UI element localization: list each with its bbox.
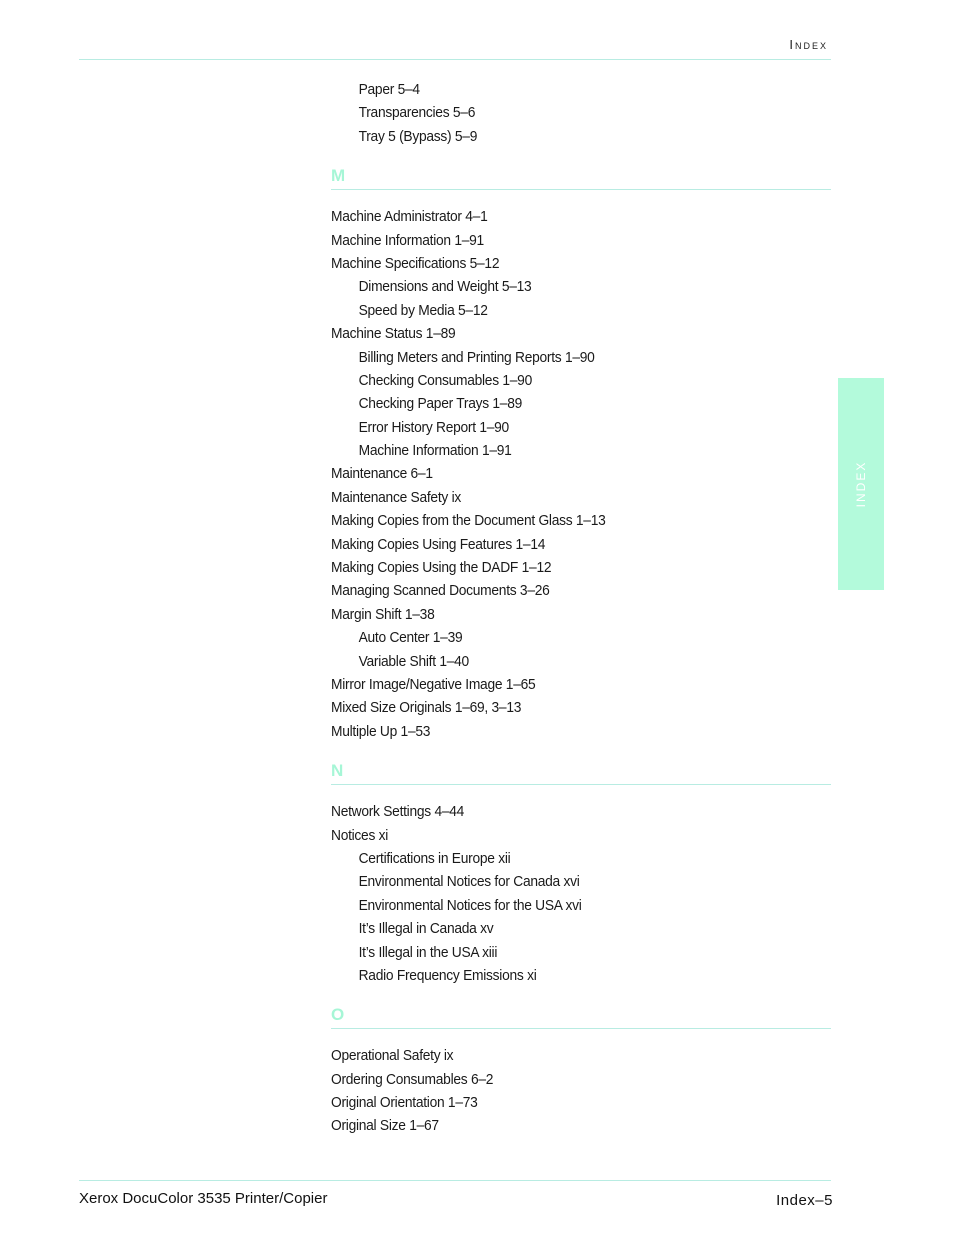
index-entry: Mirror Image/Negative Image 1–65 [331,675,536,693]
index-entry: Mixed Size Originals 1–69, 3–13 [331,699,522,717]
index-entry: Machine Administrator 4–1 [331,208,488,226]
index-entry: Maintenance 6–1 [331,465,433,483]
index-subentry: Machine Information 1–91 [358,442,512,460]
index-subentry: Transparencies 5–6 [358,104,476,122]
index-entry: Maintenance Safety ix [331,488,461,506]
index-subentry: Checking Consumables 1–90 [358,371,532,389]
section-rule [331,1028,831,1029]
header-rule [79,59,831,60]
section-rule [331,784,831,785]
index-subentry: Paper 5–4 [358,81,420,98]
footer-product-name: Xerox DocuColor 3535 Printer/Copier [79,1190,328,1207]
footer-rule [79,1180,831,1181]
index-entry: Making Copies Using Features 1–14 [331,535,546,553]
section-letter: N [331,761,344,781]
index-subentry: Variable Shift 1–40 [358,652,469,670]
index-entry: Making Copies Using the DADF 1–12 [331,559,552,577]
index-entry: Original Orientation 1–73 [331,1094,478,1112]
running-header-title: Index [789,37,828,52]
index-subentry: Radio Frequency Emissions xi [358,966,537,984]
index-entry: Margin Shift 1–38 [331,605,435,623]
index-entry: Multiple Up 1–53 [331,722,431,740]
index-entry: Machine Status 1–89 [331,325,456,343]
index-subentry: Environmental Notices for Canada xvi [358,873,580,891]
index-entry: Notices xi [331,826,389,844]
index-subentry: Speed by Media 5–12 [358,301,488,319]
index-subentry: Certifications in Europe xii [358,849,511,867]
index-subentry: Tray 5 (Bypass) 5–9 [358,127,478,145]
section-header-m [331,166,831,205]
index-entry: Ordering Consumables 6–2 [331,1070,494,1088]
index-subentry: Dimensions and Weight 5–13 [358,278,532,296]
section-header-o [331,1005,831,1044]
section-letter: M [331,166,346,186]
index-entry: Network Settings 4–44 [331,803,465,821]
index-entry: Making Copies from the Document Glass 1–13 [331,512,606,530]
index-subentry: Error History Report 1–90 [358,418,509,436]
index-entry: Managing Scanned Documents 3–26 [331,582,550,600]
index-subentry: It’s Illegal in Canada xv [358,920,494,938]
index-subentry: Auto Center 1–39 [358,629,463,647]
footer-page-number: Index–5 [776,1192,833,1209]
index-entry: Machine Specifications 5–12 [331,254,500,272]
index-subentry: Billing Meters and Printing Reports 1–90 [358,348,595,366]
section-rule [331,189,831,190]
index-entry: Original Size 1–67 [331,1117,439,1135]
index-content [331,78,831,1138]
index-subentry: Environmental Notices for the USA xvi [358,896,582,914]
side-tab-label: INDEX [854,460,868,508]
index-side-tab [838,378,884,590]
index-subentry: Checking Paper Trays 1–89 [358,395,523,413]
section-letter: O [331,1005,345,1025]
index-entry: Operational Safety ix [331,1047,454,1065]
section-header-n [331,761,831,800]
index-entry: Machine Information 1–91 [331,231,484,249]
index-subentry: It’s Illegal in the USA xiii [358,943,498,961]
